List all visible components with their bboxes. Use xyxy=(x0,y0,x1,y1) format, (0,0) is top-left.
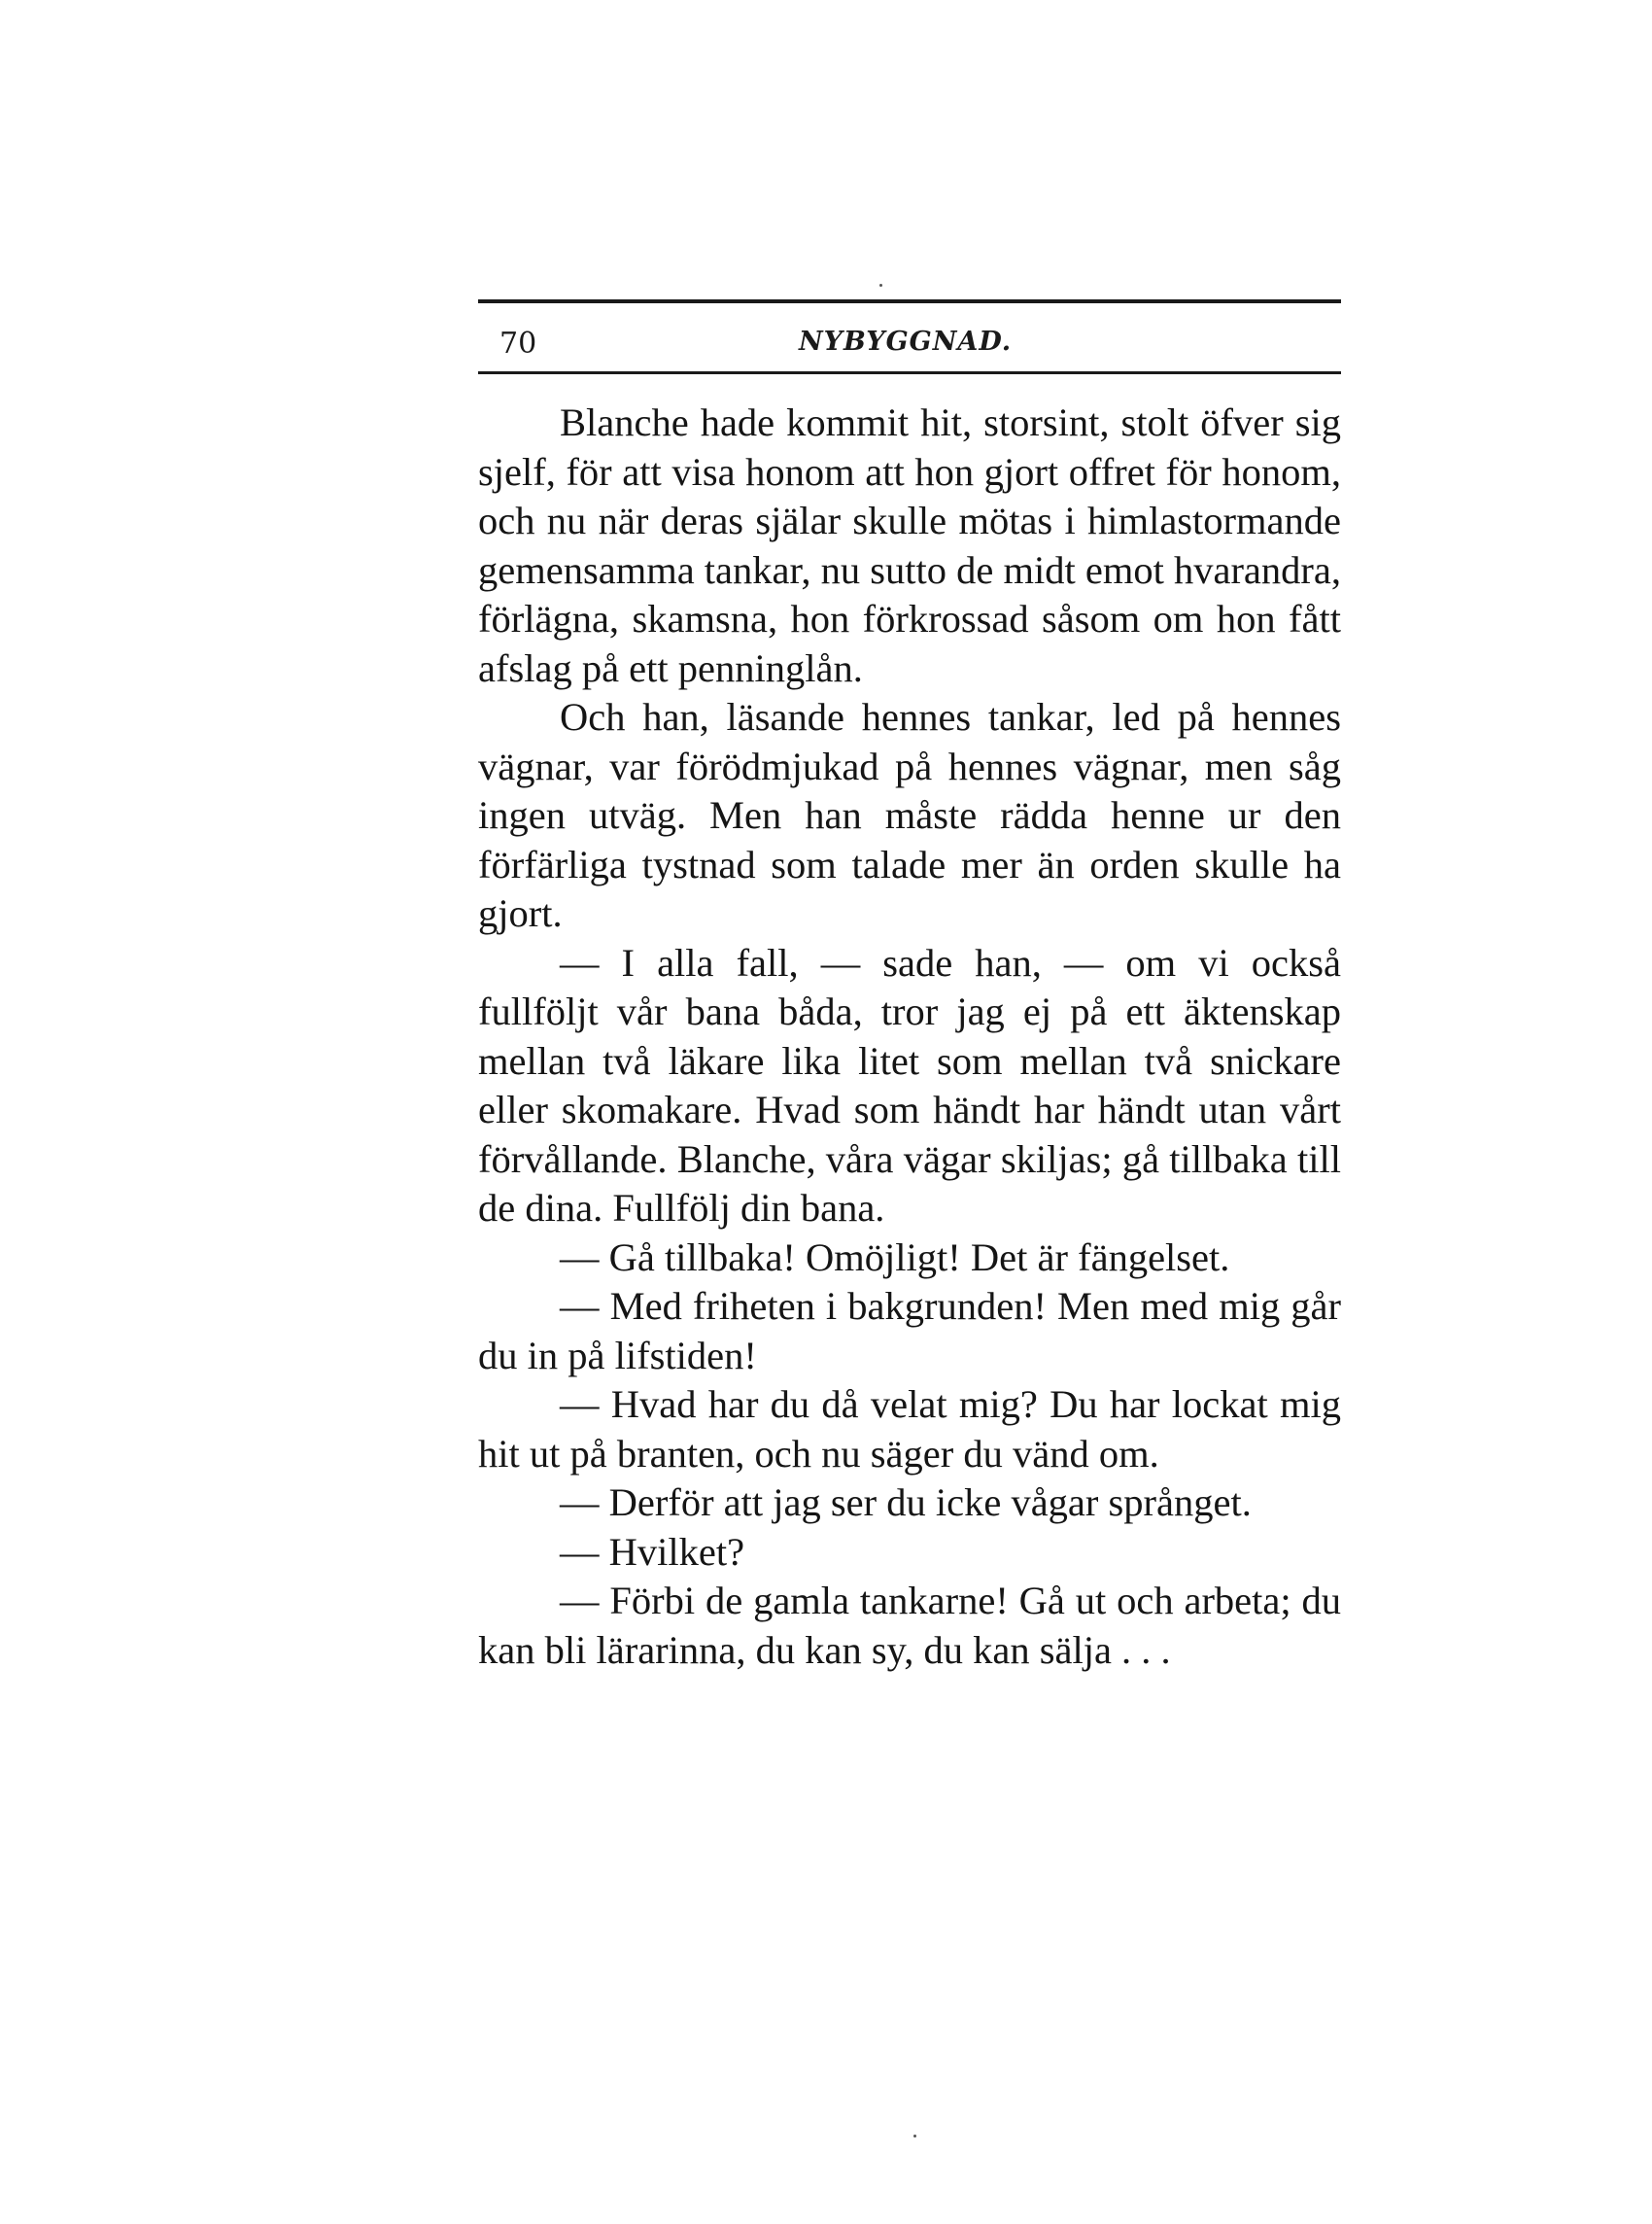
running-head xyxy=(478,327,1341,375)
paragraph: Och han, läsande hennes tankar, led på hennes vägnar, var förödmjukad på hennes vägnar, men såg ingen utväg. Men han måste rädda henne ur den förfärliga tystnad som talade mer än orden skulle ha gjort. xyxy=(478,695,1341,935)
paragraph: — Hvad har du då velat mig? Du har lockat mig hit ut på branten, och nu säger du vänd om. xyxy=(478,1382,1341,1476)
paragraph: — Med friheten i bakgrunden! Men med mig går du in på lifstiden! xyxy=(478,1284,1341,1377)
paragraph: — Gå tillbaka! Omöjligt! Det är fängelset. xyxy=(560,1234,1230,1279)
running-title: NYBYGGNAD. xyxy=(799,327,1013,357)
paragraph: — Förbi de gamla tankarne! Gå ut och arbeta; du kan bli lärarinna, du kan sy, du kan sälja . . . xyxy=(478,1579,1341,1672)
paragraph: — I alla fall, — sade han, — om vi också fullföljt vår bana båda, tror jag ej på ett äktenskap mellan två läkare lika litet som mellan två snickare eller skomakare. Hvad som händt har händt utan vårt förvållande. Blanche, våra vägar skiljas; gå tillbaka till de dina. Fullfölj din bana. xyxy=(478,940,1341,1230)
top-rule xyxy=(478,299,1341,303)
body-text xyxy=(478,399,1341,1675)
page-number: 70 xyxy=(499,327,537,361)
paragraph: — Hvilket? xyxy=(560,1529,745,1574)
scan-speck xyxy=(879,284,882,287)
paragraph: Blanche hade kommit hit, storsint, stolt öfver sig sjelf, för att visa honom att hon gjort offret för honom, och nu när deras själar skulle mötas i himlastormande gemensamma tankar, nu sutto de midt emot hvarandra, förlägna, skamsna, hon förkrossad såsom om hon fått afslag på ett penninglån. xyxy=(478,400,1341,690)
scan-speck xyxy=(913,2135,916,2137)
paragraph: — Derför att jag ser du icke vågar språnget. xyxy=(560,1480,1252,1524)
header-rule xyxy=(478,371,1341,374)
